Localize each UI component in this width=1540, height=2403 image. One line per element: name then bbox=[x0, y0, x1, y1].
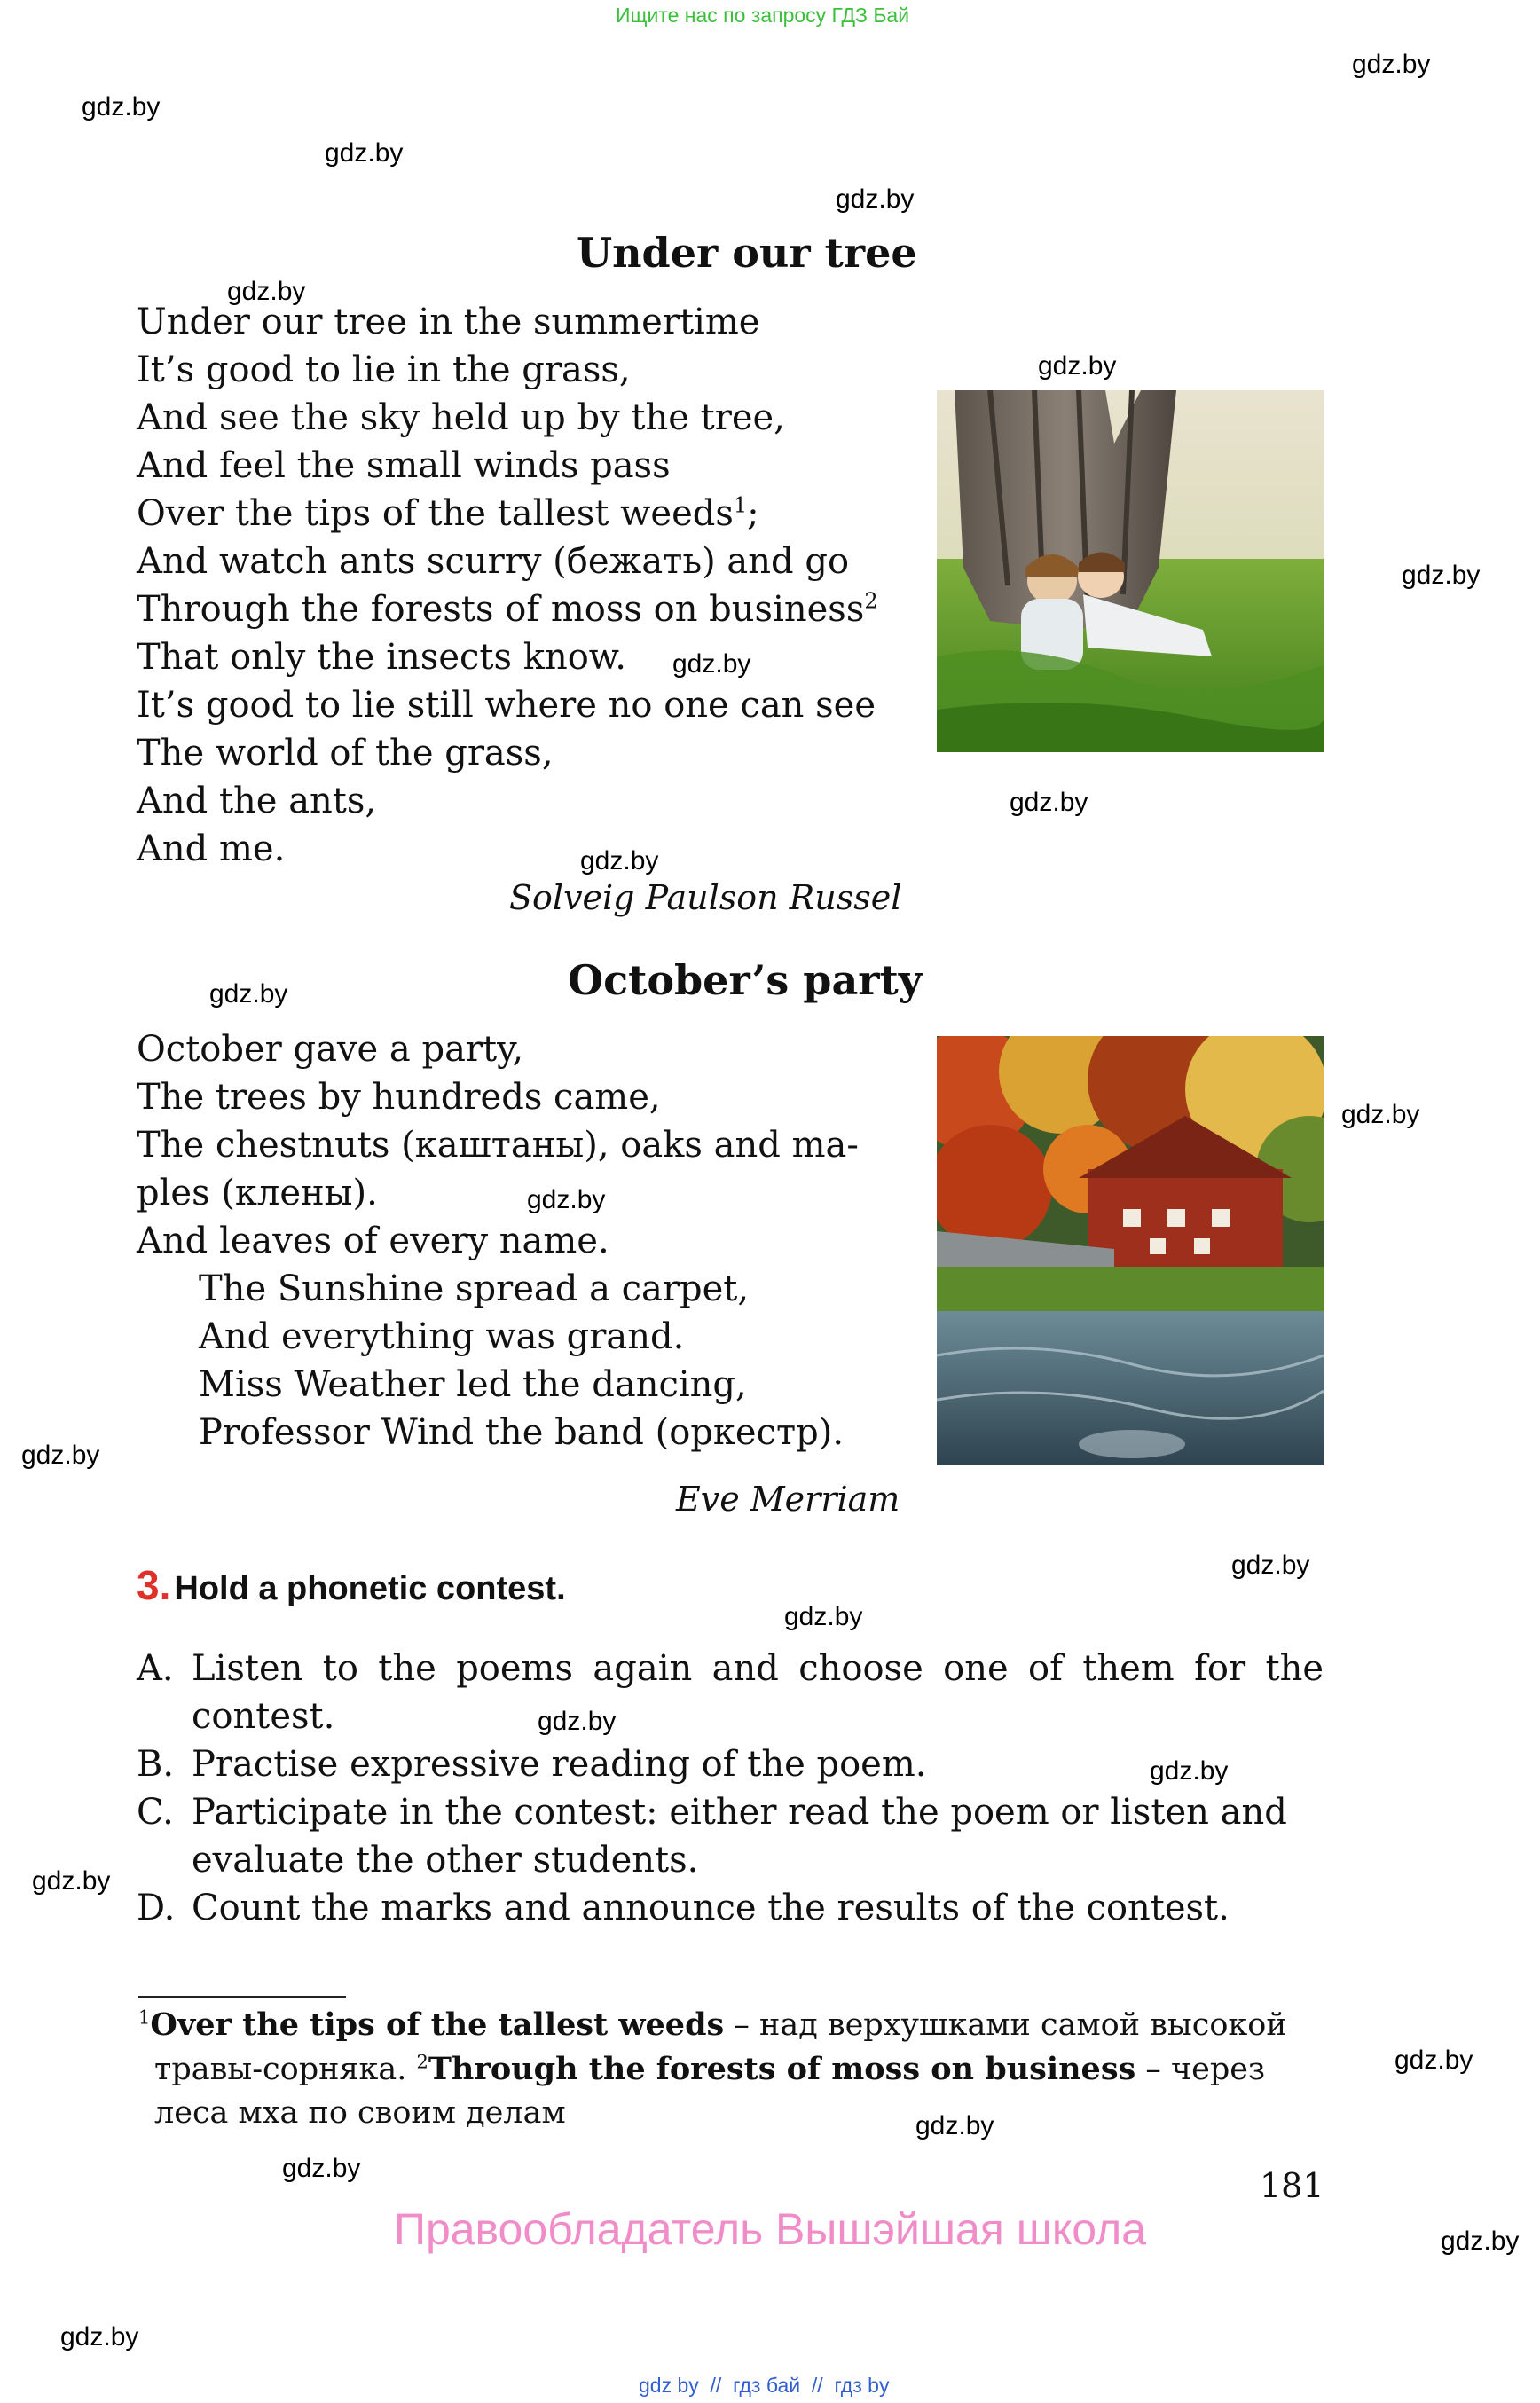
poem-line: Under our tree in the summertime bbox=[137, 302, 760, 342]
poem-line: And see the sky held up by the tree, bbox=[137, 397, 785, 438]
watermark: gdz.by bbox=[580, 846, 659, 876]
poem-line: And leaves of every name. bbox=[137, 1221, 609, 1261]
autumn-cottage-image bbox=[937, 1036, 1324, 1465]
watermark: gdz.by bbox=[836, 185, 915, 214]
poem-line bbox=[137, 589, 878, 630]
footnote-ref: 1 bbox=[733, 492, 748, 518]
poem-line: The world of the grass, bbox=[137, 733, 554, 774]
task-item-text: Listen to the poems again and choose one of them for the bbox=[192, 1648, 1324, 1689]
footnote-number: 2 bbox=[416, 2051, 428, 2073]
children-under-tree-image bbox=[937, 390, 1324, 752]
watermark: gdz.by bbox=[227, 277, 306, 306]
task-item-letter: D. bbox=[137, 1888, 176, 1928]
poem-line: It’s good to lie in the grass, bbox=[137, 349, 631, 390]
poem-line: The Sunshine spread a carpet, bbox=[199, 1268, 750, 1309]
footnote-translation: – через bbox=[1135, 2052, 1266, 2087]
poem-line: And watch ants scurry (бежать) and go bbox=[137, 541, 850, 582]
poem-title: Under our tree bbox=[577, 229, 917, 277]
poem-line: And me. bbox=[137, 828, 286, 869]
task-item-text: evaluate the other students. bbox=[192, 1840, 699, 1881]
footnote-translation: травы-сорняка. bbox=[154, 2052, 417, 2087]
watermark: gdz.by bbox=[1441, 2226, 1520, 2256]
task-item-text: Participate in the contest: either read the poem or listen and bbox=[192, 1792, 1287, 1833]
poem-line: That only the insects know. bbox=[137, 637, 627, 678]
footnote-line bbox=[138, 2006, 1287, 2043]
watermark: gdz.by bbox=[915, 2111, 994, 2140]
watermark: gdz.by bbox=[527, 1185, 606, 1214]
footnote-line: леса мха по своим делам bbox=[154, 2095, 566, 2131]
footnote-divider bbox=[138, 1996, 346, 1998]
page-number: 181 bbox=[1260, 2166, 1324, 2205]
watermark: gdz.by bbox=[1010, 788, 1088, 817]
poem-line: And everything was grand. bbox=[199, 1316, 685, 1357]
task-item-text: Practise expressive reading of the poem. bbox=[192, 1744, 927, 1785]
watermark: gdz.by bbox=[1402, 561, 1481, 590]
watermark: gdz.by bbox=[282, 2154, 361, 2183]
watermark: gdz.by bbox=[538, 1707, 617, 1736]
watermark: gdz.by bbox=[325, 138, 404, 168]
task-heading bbox=[137, 1561, 566, 1609]
poem-title: October’s party bbox=[568, 956, 923, 1004]
watermark: gdz.by bbox=[209, 979, 288, 1009]
task-item-text: contest. bbox=[192, 1696, 335, 1737]
watermark: gdz.by bbox=[32, 1866, 111, 1896]
footnote-number: 1 bbox=[138, 2006, 151, 2029]
watermark: gdz.by bbox=[1395, 2046, 1473, 2075]
poem-line: The trees by hundreds came, bbox=[137, 1077, 661, 1118]
bottom-site-links[interactable]: gdz by // гдз бай // гдз by bbox=[639, 2374, 890, 2397]
watermark: gdz.by bbox=[1150, 1756, 1229, 1786]
punctuation: ; bbox=[747, 493, 759, 534]
watermark: gdz.by bbox=[82, 92, 161, 122]
task-item-letter: A. bbox=[137, 1648, 174, 1689]
task-item-text: Count the marks and announce the results of the contest. bbox=[192, 1888, 1230, 1928]
task-title: Hold a phonetic contest. bbox=[174, 1570, 566, 1607]
watermark: gdz.by bbox=[1352, 50, 1431, 79]
footnote-line bbox=[154, 2051, 1265, 2087]
watermark: gdz.by bbox=[21, 1441, 100, 1470]
task-item-letter: C. bbox=[137, 1792, 174, 1833]
footnote-ref: 2 bbox=[864, 588, 878, 614]
poem-line: October gave a party, bbox=[137, 1029, 524, 1070]
copyright-notice: Правообладатель Вышэйшая школа bbox=[394, 2204, 1146, 2254]
poem-line: And feel the small winds pass bbox=[137, 445, 671, 486]
poem-line: The chestnuts (каштаны), oaks and ma- bbox=[137, 1125, 859, 1166]
poem-author: Solveig Paulson Russel bbox=[509, 878, 902, 917]
watermark: gdz.by bbox=[784, 1602, 863, 1631]
task-number: 3. bbox=[137, 1562, 171, 1608]
poem-author: Eve Merriam bbox=[676, 1480, 900, 1519]
watermark: gdz.by bbox=[1038, 351, 1117, 381]
poem-line bbox=[137, 493, 759, 534]
poem-line: Professor Wind the band (оркестр). bbox=[199, 1412, 845, 1453]
poem-line: It’s good to lie still where no one can see bbox=[137, 685, 876, 726]
watermark: gdz.by bbox=[60, 2322, 139, 2352]
poem-line: Miss Weather led the dancing, bbox=[199, 1364, 747, 1405]
footnote-translation: – над верхушками самой высокой bbox=[724, 2007, 1287, 2043]
watermark: gdz.by bbox=[1231, 1551, 1310, 1580]
footnote-term: Through the forests of moss on business bbox=[428, 2051, 1136, 2087]
watermark: gdz.by bbox=[672, 649, 751, 679]
top-search-link[interactable]: Ищите нас по запросу ГДЗ Бай bbox=[616, 4, 910, 27]
poem-line-text: Over the tips of the tallest weeds bbox=[137, 493, 734, 534]
footnote-term: Over the tips of the tallest weeds bbox=[150, 2006, 725, 2043]
task-item-letter: B. bbox=[137, 1744, 175, 1785]
poem-line-text: Through the forests of moss on business bbox=[137, 589, 865, 630]
poem-line: And the ants, bbox=[137, 781, 377, 821]
poem-line: ples (клены). bbox=[137, 1173, 378, 1213]
watermark: gdz.by bbox=[1341, 1100, 1420, 1129]
